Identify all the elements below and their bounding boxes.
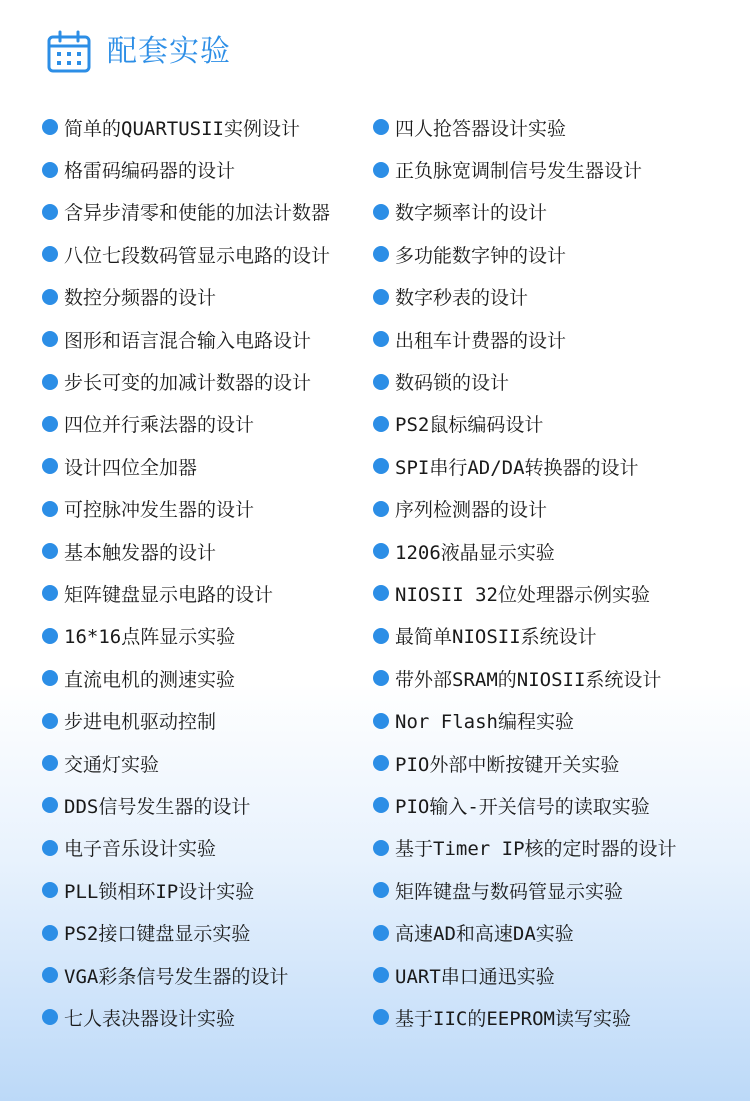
experiment-label: 出租车计费器的设计: [395, 329, 567, 352]
bullet-dot-icon: [373, 967, 389, 983]
bullet-dot-icon: [373, 797, 389, 813]
list-item: [42, 996, 330, 1038]
bullet-dot-icon: [42, 713, 58, 729]
bullet-dot-icon: [373, 670, 389, 686]
bullet-dot-icon: [42, 162, 58, 178]
bullet-dot-icon: [42, 585, 58, 601]
list-item: [42, 699, 330, 741]
bullet-dot-icon: [42, 1009, 58, 1025]
experiment-label: 高速AD和高速DA实验: [395, 923, 574, 946]
experiment-label: 格雷码编码器的设计: [64, 160, 236, 183]
bullet-dot-icon: [373, 840, 389, 856]
list-item: [42, 148, 330, 190]
list-item: [42, 318, 330, 360]
bullet-dot-icon: [42, 882, 58, 898]
bullet-dot-icon: [42, 840, 58, 856]
experiment-label: 16*16点阵显示实验: [64, 626, 236, 649]
experiment-label: DDS信号发生器的设计: [64, 795, 251, 818]
list-item: [373, 742, 677, 784]
list-item: [42, 276, 330, 318]
bullet-dot-icon: [42, 967, 58, 983]
experiment-label: 图形和语言混合输入电路设计: [64, 329, 312, 352]
experiment-label: 设计四位全加器: [64, 456, 198, 479]
experiment-label: 含异步清零和使能的加法计数器: [64, 202, 331, 225]
bullet-dot-icon: [373, 543, 389, 559]
experiment-label: 简单的QUARTUSII实例设计: [64, 117, 300, 140]
bullet-dot-icon: [42, 416, 58, 432]
experiment-label: 基于IIC的EEPROM读写实验: [395, 1007, 631, 1030]
bullet-dot-icon: [373, 1009, 389, 1025]
list-item: [373, 657, 677, 699]
bullet-dot-icon: [42, 543, 58, 559]
list-item: [42, 954, 330, 996]
list-item: [42, 488, 330, 530]
experiment-label: PIO输入-开关信号的读取实验: [395, 795, 650, 818]
experiment-label: 直流电机的测速实验: [64, 668, 236, 691]
list-item: [373, 360, 677, 402]
list-item: [373, 233, 677, 275]
experiment-label: SPI串行AD/DA转换器的设计: [395, 456, 639, 479]
page-title: 配套实验: [107, 34, 231, 69]
bullet-dot-icon: [42, 204, 58, 220]
experiment-label: 步长可变的加减计数器的设计: [64, 372, 312, 395]
experiment-label: 基于Timer IP核的定时器的设计: [395, 838, 677, 861]
list-item: [42, 742, 330, 784]
list-item: [373, 827, 677, 869]
list-item: [42, 403, 330, 445]
list-item: [373, 784, 677, 826]
list-item: [373, 615, 677, 657]
list-item: [42, 445, 330, 487]
experiment-label: 四人抢答器设计实验: [395, 117, 567, 140]
list-item: [373, 572, 677, 614]
experiment-label: 四位并行乘法器的设计: [64, 414, 255, 437]
list-item: [42, 530, 330, 572]
list-item: [42, 615, 330, 657]
bullet-dot-icon: [373, 501, 389, 517]
experiment-label: 正负脉宽调制信号发生器设计: [395, 160, 643, 183]
list-item: [42, 191, 330, 233]
bullet-dot-icon: [42, 755, 58, 771]
bullet-dot-icon: [373, 374, 389, 390]
bullet-dot-icon: [373, 925, 389, 941]
bullet-dot-icon: [373, 119, 389, 135]
list-item: [373, 954, 677, 996]
bullet-dot-icon: [42, 501, 58, 517]
list-item: [373, 318, 677, 360]
bullet-dot-icon: [42, 374, 58, 390]
experiment-label: PS2鼠标编码设计: [395, 414, 544, 437]
experiment-label: 电子音乐设计实验: [64, 838, 217, 861]
experiment-label: 八位七段数码管显示电路的设计: [64, 244, 331, 267]
experiment-label: 最简单NIOSII系统设计: [395, 626, 597, 649]
experiment-label: VGA彩条信号发生器的设计: [64, 965, 289, 988]
experiment-label: 带外部SRAM的NIOSII系统设计: [395, 668, 662, 691]
experiment-label: PLL锁相环IP设计实验: [64, 880, 255, 903]
list-item: [42, 233, 330, 275]
list-item: [373, 911, 677, 953]
bullet-dot-icon: [42, 797, 58, 813]
list-item: [373, 996, 677, 1038]
bullet-dot-icon: [373, 713, 389, 729]
experiment-label: 序列检测器的设计: [395, 499, 548, 522]
list-item: [373, 148, 677, 190]
list-item: [42, 827, 330, 869]
list-item: [373, 699, 677, 741]
bullet-dot-icon: [42, 119, 58, 135]
bullet-dot-icon: [373, 204, 389, 220]
bullet-dot-icon: [373, 331, 389, 347]
bullet-dot-icon: [42, 458, 58, 474]
bullet-dot-icon: [373, 162, 389, 178]
bullet-dot-icon: [373, 882, 389, 898]
experiment-list-right: [373, 106, 677, 1039]
bullet-dot-icon: [373, 628, 389, 644]
experiment-label: 七人表决器设计实验: [64, 1007, 236, 1030]
bullet-dot-icon: [42, 246, 58, 262]
experiment-label: 数字频率计的设计: [395, 202, 548, 225]
bullet-dot-icon: [373, 458, 389, 474]
list-item: [42, 106, 330, 148]
list-item: [42, 572, 330, 614]
experiment-label: UART串口通迅实验: [395, 965, 555, 988]
experiment-label: 可控脉冲发生器的设计: [64, 499, 255, 522]
list-item: [373, 276, 677, 318]
section-header: [47, 30, 231, 74]
bullet-dot-icon: [373, 585, 389, 601]
list-item: [42, 784, 330, 826]
list-item: [42, 360, 330, 402]
bullet-dot-icon: [373, 416, 389, 432]
list-item: [42, 869, 330, 911]
list-item: [373, 106, 677, 148]
list-item: [42, 657, 330, 699]
experiment-label: 1206液晶显示实验: [395, 541, 555, 564]
bullet-dot-icon: [42, 331, 58, 347]
bullet-dot-icon: [42, 289, 58, 305]
bullet-dot-icon: [373, 246, 389, 262]
list-item: [373, 445, 677, 487]
bullet-dot-icon: [42, 628, 58, 644]
experiment-label: 数字秒表的设计: [395, 287, 529, 310]
experiment-label: 矩阵键盘显示电路的设计: [64, 583, 274, 606]
bullet-dot-icon: [42, 925, 58, 941]
experiment-label: PIO外部中断按键开关实验: [395, 753, 620, 776]
experiment-list-left: [42, 106, 330, 1039]
experiment-label: 步进电机驱动控制: [64, 711, 217, 734]
list-item: [373, 191, 677, 233]
bullet-dot-icon: [373, 289, 389, 305]
bullet-dot-icon: [373, 755, 389, 771]
bullet-dot-icon: [42, 670, 58, 686]
experiment-label: Nor Flash编程实验: [395, 711, 574, 734]
list-item: [42, 911, 330, 953]
experiment-label: 矩阵键盘与数码管显示实验: [395, 880, 624, 903]
experiment-label: 数控分频器的设计: [64, 287, 217, 310]
experiment-label: 交通灯实验: [64, 753, 160, 776]
calendar-icon: [47, 30, 91, 74]
experiment-label: PS2接口键盘显示实验: [64, 923, 251, 946]
experiment-label: 数码锁的设计: [395, 372, 510, 395]
list-item: [373, 530, 677, 572]
list-item: [373, 488, 677, 530]
experiment-label: 多功能数字钟的设计: [395, 244, 567, 267]
list-item: [373, 403, 677, 445]
experiment-label: NIOSII 32位处理器示例实验: [395, 583, 650, 606]
experiment-label: 基本触发器的设计: [64, 541, 217, 564]
list-item: [373, 869, 677, 911]
